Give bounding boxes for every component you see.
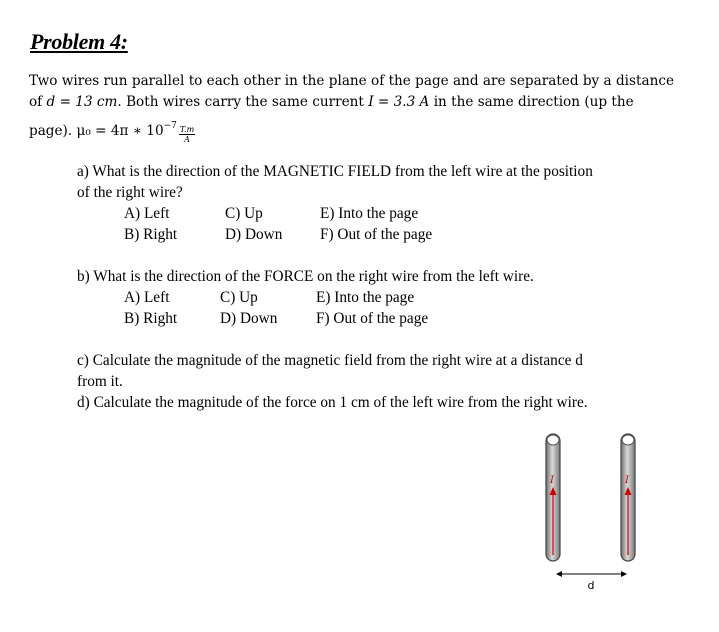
qb-option-f: F) Out of the page — [316, 310, 429, 327]
statement-line-1: Two wires run parallel to each other in the plane of the page and are separated by a distance — [29, 73, 674, 89]
qa-option-a: A) Left — [124, 205, 170, 222]
qa-option-d: D) Down — [225, 226, 283, 243]
question-c: c) Calculate the magnitude of the magnetic field from the right wire at a distance d from it. — [77, 352, 583, 390]
distance-arrow — [556, 571, 627, 577]
question-d: d) Calculate the magnitude of the force on 1 cm of the left wire from the right wire. — [77, 394, 588, 411]
qb-option-d: D) Down — [220, 310, 278, 327]
qb-option-c: C) Up — [220, 289, 258, 306]
question-b: b) What is the direction of the FORCE on the right wire from the left wire. — [77, 268, 534, 285]
qa-option-c: C) Up — [225, 205, 263, 222]
qb-option-e: E) Into the page — [316, 289, 415, 306]
right-current-label: I — [625, 475, 629, 486]
qa-option-f: F) Out of the page — [320, 226, 433, 243]
qa-option-e: E) Into the page — [320, 205, 419, 222]
unit-fraction: $\frac{T.m}{A}$ — [179, 125, 195, 144]
qb-option-a: A) Left — [124, 289, 170, 306]
qa-option-b: B) Right — [124, 226, 178, 243]
qb-option-b: B) Right — [124, 310, 178, 327]
distance-label: d — [587, 579, 595, 592]
problem-title: Problem 4: — [30, 29, 128, 54]
statement-line-3: page). μ₀ = 4π ∗ $10^{-7}$ $\frac{T.m}{A}$ — [29, 121, 195, 144]
question-a: a) What is the direction of the MAGNETIC FIELD from the left wire at the position of the right wire? — [77, 163, 593, 201]
left-current-label: I — [550, 475, 554, 486]
statement-line-2: of d = 13 cm. Both wires carry the same current I = 3.3 A in the same direction (up the — [29, 94, 634, 110]
